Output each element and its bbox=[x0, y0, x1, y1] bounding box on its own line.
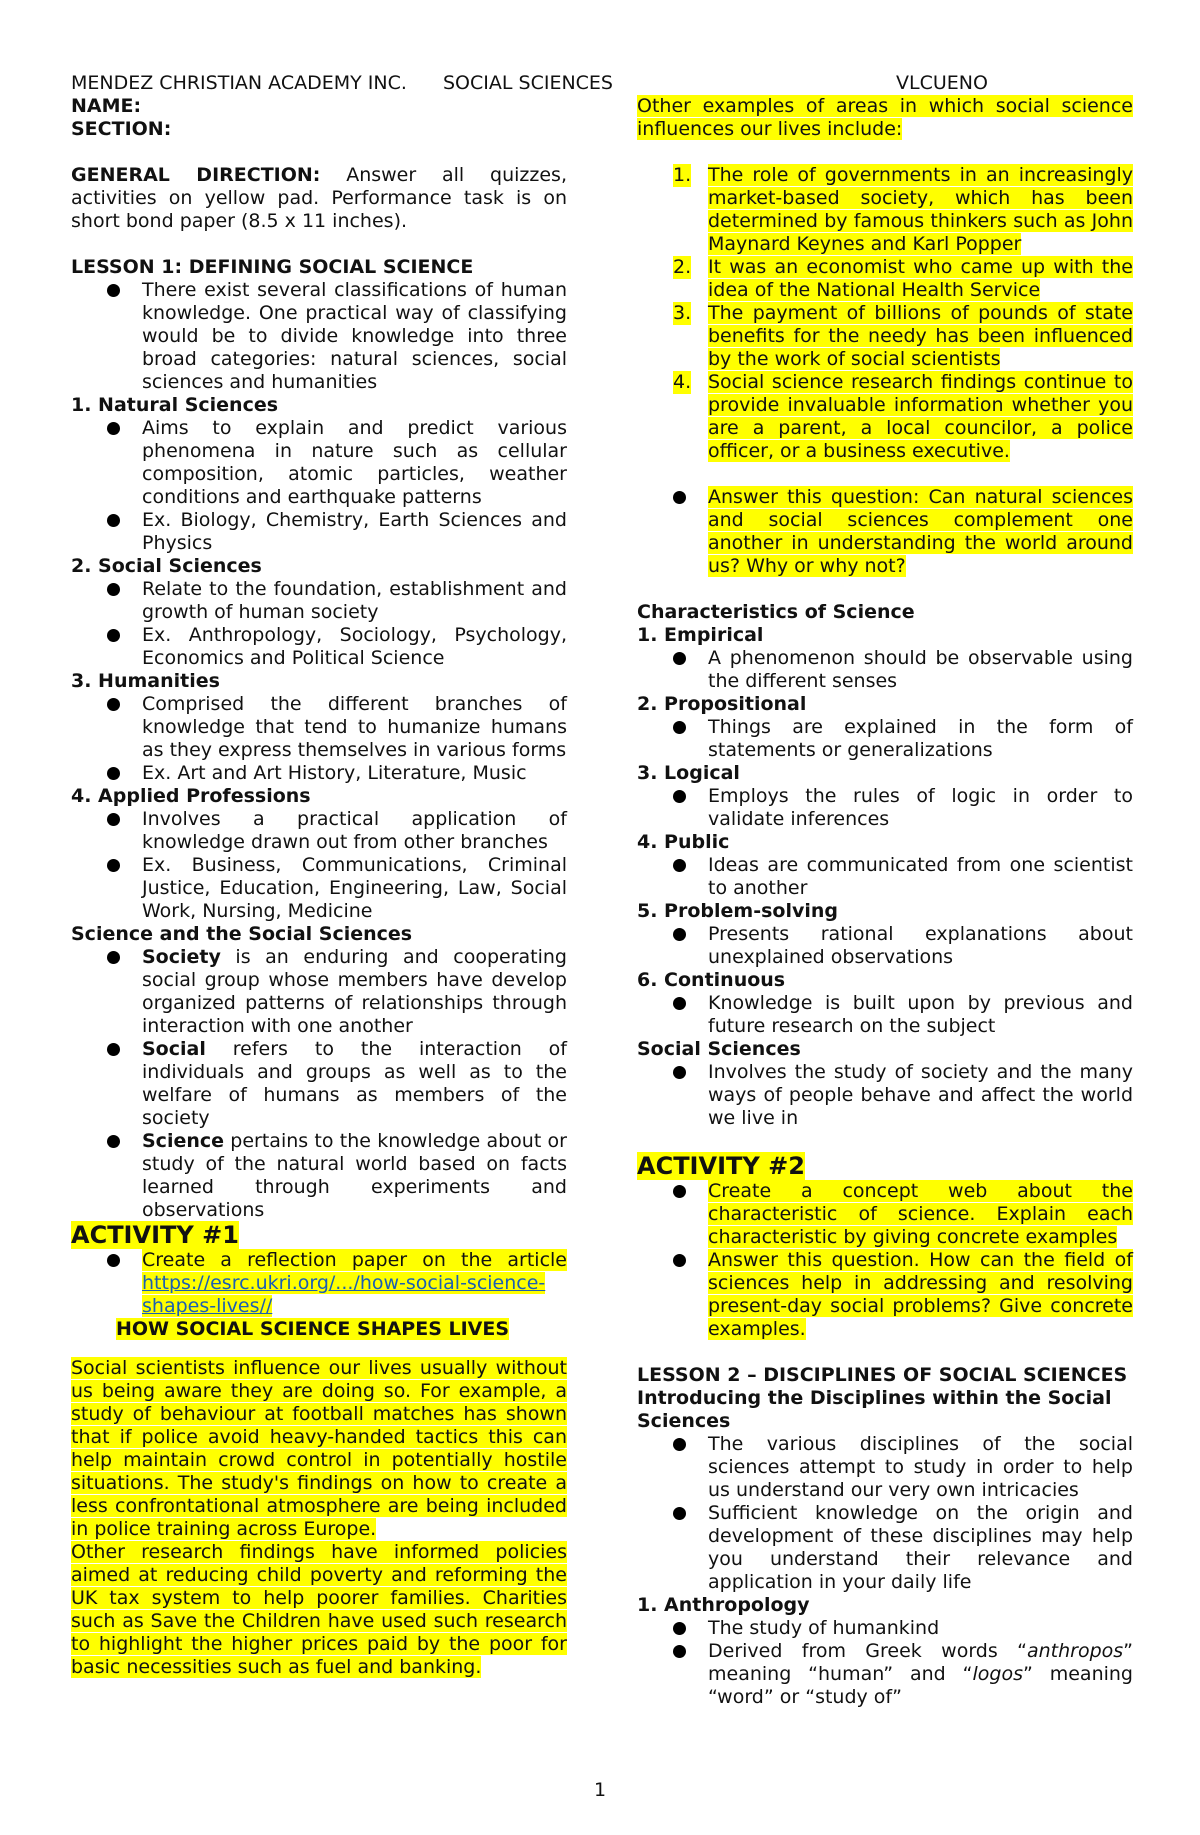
lesson1-title: LESSON 1: DEFINING SOCIAL SCIENCE bbox=[71, 256, 474, 278]
list-item: Social refers to the interaction of individuals and groups as well as to the welfare of humans as members of the society bbox=[71, 1038, 567, 1130]
bullet-icon bbox=[107, 698, 120, 711]
science-social-title: Science and the Social Sciences bbox=[71, 923, 413, 945]
bullet-icon bbox=[673, 1185, 686, 1198]
other-examples-intro: Other examples of areas in which social science influences our lives include: bbox=[637, 95, 1133, 140]
social-sciences-char-title: Social Sciences bbox=[637, 1038, 801, 1060]
page-number: 1 bbox=[593, 1779, 607, 1801]
general-direction-text: Answer all quizzes, activities on yellow pad. Performance task is on short bond paper (8.5 x 11 inches). bbox=[71, 164, 567, 232]
examples-list bbox=[637, 164, 1133, 463]
intro-list bbox=[71, 279, 567, 394]
applied-professions-title: 4. Applied Professions bbox=[71, 785, 311, 807]
section-label: SECTION: bbox=[71, 118, 172, 140]
logical-title: 3. Logical bbox=[637, 762, 740, 784]
bullet-icon bbox=[673, 652, 686, 665]
bullet-icon bbox=[107, 767, 120, 780]
list-item: Comprised the different branches of knowledge that tend to humanize humans as they express themselves in various forms bbox=[71, 693, 567, 762]
general-direction-label: GENERAL DIRECTION: bbox=[71, 164, 321, 186]
continuous-list bbox=[637, 992, 1133, 1038]
social-sciences-list bbox=[71, 578, 567, 670]
list-item: There exist several classifications of human knowledge. One practical way of classifying would be to divide knowledge into three broad categories: natural sciences, social sciences and humanities bbox=[71, 279, 567, 394]
logical-list bbox=[637, 785, 1133, 831]
list-item: Presents rational explanations about unexplained observations bbox=[637, 923, 1133, 969]
social-sciences-title: 2. Social Sciences bbox=[71, 555, 262, 577]
list-item: Things are explained in the form of statements or generalizations bbox=[637, 716, 1133, 762]
list-item: 4. Social science research findings continue to provide invaluable information whether you are a parent, a local councilor, a police officer, or a business executive. bbox=[673, 371, 1133, 462]
lesson2-title: LESSON 2 – DISCIPLINES OF SOCIAL SCIENCES bbox=[637, 1364, 1128, 1386]
continuous-title: 6. Continuous bbox=[637, 969, 786, 991]
list-item: 3. The payment of billions of pounds of state benefits for the needy has been influenced by the work of social scientists bbox=[673, 302, 1133, 370]
anthropology-title: 1. Anthropology bbox=[637, 1594, 810, 1616]
bullet-icon bbox=[107, 951, 120, 964]
school-name: MENDEZ CHRISTIAN ACADEMY INC. bbox=[71, 72, 407, 94]
bullet-icon bbox=[673, 1507, 686, 1520]
list-item: Science pertains to the knowledge about or study of the natural world based on facts learned through experiments and observations bbox=[71, 1130, 567, 1222]
list-item: Employs the rules of logic in order to validate inferences bbox=[637, 785, 1133, 831]
question-list bbox=[637, 486, 1133, 578]
list-item: Involves a practical application of knowledge drawn out from other branches bbox=[71, 808, 567, 854]
bullet-icon bbox=[107, 514, 120, 527]
propositional-title: 2. Propositional bbox=[637, 693, 807, 715]
bullet-icon bbox=[107, 1135, 120, 1148]
list-item: Society is an enduring and cooperating social group whose members have develop organized patterns of relationships through interaction with one another bbox=[71, 946, 567, 1038]
public-title: 4. Public bbox=[637, 831, 730, 853]
characteristics-title: Characteristics of Science bbox=[637, 601, 915, 623]
list-item: Answer this question: Can natural sciences and social sciences complement one another in understanding the world around us? Why or why not? bbox=[637, 486, 1133, 578]
list-item: Ex. Anthropology, Sociology, Psychology, Economics and Political Science bbox=[71, 624, 567, 670]
bullet-icon bbox=[107, 813, 120, 826]
bullet-icon bbox=[673, 1622, 686, 1635]
anthropology-list bbox=[637, 1617, 1133, 1709]
list-item: 1. The role of governments in an increasingly market-based society, which has been determined by famous thinkers such as John Maynard Keynes and Karl Popper bbox=[673, 164, 1133, 255]
list-item: Create a reflection paper on the article https://esrc.ukri.org/.../how-social-science-shapes-lives// bbox=[71, 1249, 567, 1318]
article-paragraph-1: Social scientists influence our lives usually without us being aware they are doing so. For example, a study of behaviour at football matches has shown that if police avoid heavy-handed tactics this can help maintain crowd control in potentially hostile situations. The study's findings on how to create a less confrontational atmosphere are being included in police training across Europe. bbox=[71, 1357, 567, 1540]
empirical-list bbox=[637, 647, 1133, 693]
social-sciences-char-list bbox=[637, 1061, 1133, 1130]
disciplines-list bbox=[637, 1433, 1133, 1594]
definitions-list bbox=[71, 946, 567, 1222]
general-direction bbox=[71, 164, 567, 233]
problem-solving-list bbox=[637, 923, 1133, 969]
article-link[interactable]: https://esrc.ukri.org/.../how-social-science-shapes-lives// bbox=[142, 1272, 546, 1317]
bullet-icon bbox=[673, 1066, 686, 1079]
list-item: Ex. Business, Communications, Criminal Justice, Education, Engineering, Law, Social Work, Nursing, Medicine bbox=[71, 854, 567, 923]
bullet-icon bbox=[673, 859, 686, 872]
intro-disciplines-title: Introducing the Disciplines within the Social Sciences bbox=[637, 1387, 1112, 1432]
list-item: Ex. Art and Art History, Literature, Music bbox=[71, 762, 567, 785]
right-column bbox=[637, 72, 1133, 1709]
author-name: VLCUENO bbox=[896, 72, 988, 94]
subject-name: SOCIAL SCIENCES bbox=[443, 72, 613, 94]
bullet-icon bbox=[107, 284, 120, 297]
list-item: Sufficient knowledge on the origin and development of these disciplines may help you understand their relevance and application in your daily life bbox=[637, 1502, 1133, 1594]
left-column bbox=[71, 72, 567, 1679]
bullet-icon bbox=[673, 721, 686, 734]
empirical-title: 1. Empirical bbox=[637, 624, 764, 646]
list-item: Create a concept web about the characteristic of science. Explain each characteristic by giving concrete examples bbox=[637, 1180, 1133, 1249]
activity2-title: ACTIVITY #2 bbox=[637, 1152, 805, 1180]
list-item: The various disciplines of the social sciences attempt to study in order to help us understand our very own intricacies bbox=[637, 1433, 1133, 1502]
applied-professions-list bbox=[71, 808, 567, 923]
bullet-icon bbox=[673, 491, 686, 504]
list-item: Derived from Greek words “anthropos” meaning “human” and “logos” meaning “word” or “study of” bbox=[637, 1640, 1133, 1709]
bullet-icon bbox=[673, 790, 686, 803]
list-item: The study of humankind bbox=[637, 1617, 1133, 1640]
bullet-icon bbox=[673, 1254, 686, 1267]
list-item: A phenomenon should be observable using the different senses bbox=[637, 647, 1133, 693]
list-item: Answer this question. How can the field of sciences help in addressing and resolving present-day social problems? Give concrete examples. bbox=[637, 1249, 1133, 1341]
bullet-icon bbox=[107, 1254, 120, 1267]
list-item: Knowledge is built upon by previous and future research on the subject bbox=[637, 992, 1133, 1038]
bullet-icon bbox=[673, 1645, 686, 1658]
activity1-title: ACTIVITY #1 bbox=[71, 1221, 239, 1249]
bullet-icon bbox=[107, 859, 120, 872]
list-item: 2. It was an economist who came up with the idea of the National Health Service bbox=[673, 256, 1133, 301]
list-item: Involves the study of society and the many ways of people behave and affect the world we live in bbox=[637, 1061, 1133, 1130]
natural-sciences-title: 1. Natural Sciences bbox=[71, 394, 279, 416]
humanities-title: 3. Humanities bbox=[71, 670, 220, 692]
list-item: Ideas are communicated from one scientist to another bbox=[637, 854, 1133, 900]
natural-sciences-list bbox=[71, 417, 567, 555]
activity2-list bbox=[637, 1180, 1133, 1341]
humanities-list bbox=[71, 693, 567, 785]
article-title: HOW SOCIAL SCIENCE SHAPES LIVES bbox=[116, 1318, 510, 1340]
bullet-icon bbox=[107, 583, 120, 596]
propositional-list bbox=[637, 716, 1133, 762]
bullet-icon bbox=[107, 422, 120, 435]
problem-solving-title: 5. Problem-solving bbox=[637, 900, 838, 922]
list-item: Aims to explain and predict various phenomena in nature such as cellular composition, atomic particles, weather conditions and earthquake patterns bbox=[71, 417, 567, 509]
bullet-icon bbox=[107, 1043, 120, 1056]
name-label: NAME: bbox=[71, 95, 142, 117]
activity1-list bbox=[71, 1249, 567, 1318]
bullet-icon bbox=[107, 629, 120, 642]
public-list bbox=[637, 854, 1133, 900]
list-item: Relate to the foundation, establishment and growth of human society bbox=[71, 578, 567, 624]
article-paragraph-2: Other research findings have informed policies aimed at reducing child poverty and reforming the UK tax system to help poorer families. Charities such as Save the Children have used such research to highlight the higher prices paid by the poor for basic necessities such as fuel and banking. bbox=[71, 1541, 567, 1678]
bullet-icon bbox=[673, 1438, 686, 1451]
bullet-icon bbox=[673, 928, 686, 941]
list-item: Ex. Biology, Chemistry, Earth Sciences and Physics bbox=[71, 509, 567, 555]
bullet-icon bbox=[673, 997, 686, 1010]
